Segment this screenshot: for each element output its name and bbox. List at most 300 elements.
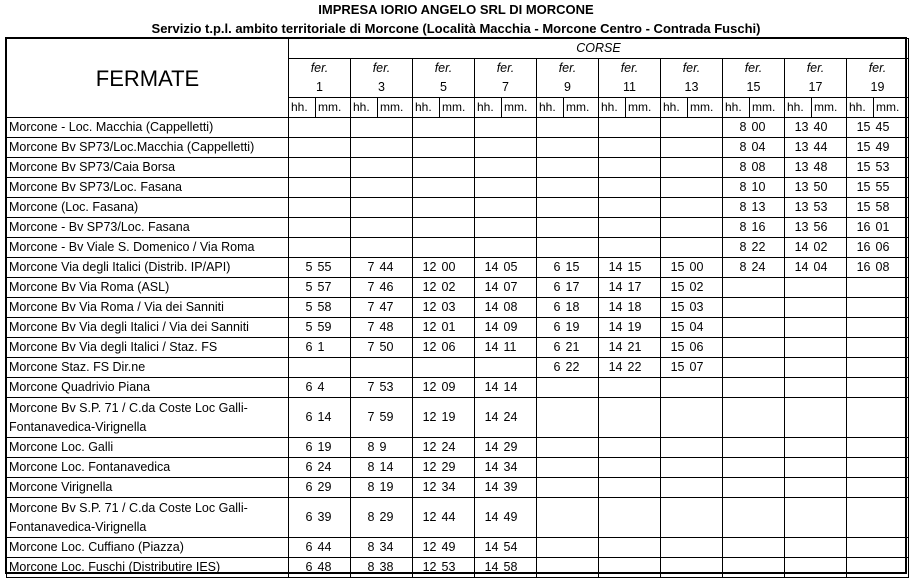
time-minute: 18 (564, 298, 599, 318)
time-hour: 8 (723, 198, 750, 218)
time-minute: 58 (874, 198, 909, 218)
time-minute: 50 (378, 338, 413, 358)
run-type-9: fer. (537, 59, 599, 79)
time-minute: 00 (750, 118, 785, 138)
time-hour-empty (599, 458, 626, 478)
time-minute-empty (750, 438, 785, 458)
time-minute-empty (378, 358, 413, 378)
mm-label: mm. (812, 98, 847, 118)
time-minute-empty (626, 378, 661, 398)
time-hour-empty (413, 138, 440, 158)
time-minute: 55 (874, 178, 909, 198)
table-row (7, 538, 909, 558)
time-hour: 14 (475, 258, 502, 278)
time-hour: 12 (413, 378, 440, 398)
time-hour: 7 (351, 398, 378, 438)
time-minute-empty (502, 198, 537, 218)
time-hour-empty (785, 358, 812, 378)
time-minute-empty (626, 478, 661, 498)
time-hour: 14 (599, 278, 626, 298)
time-minute: 02 (688, 278, 723, 298)
time-minute-empty (564, 138, 599, 158)
table-row (7, 338, 909, 358)
hh-label: hh. (661, 98, 688, 118)
time-minute-empty (502, 178, 537, 198)
time-minute-empty (812, 458, 847, 478)
run-number-3: 3 (351, 78, 413, 98)
time-minute-empty (874, 378, 909, 398)
time-minute: 01 (874, 218, 909, 238)
time-hour-empty (413, 358, 440, 378)
time-minute-empty (874, 278, 909, 298)
time-hour-empty (723, 478, 750, 498)
stop-name: Morcone Bv Via Roma / Via dei Sanniti (7, 298, 289, 318)
time-minute-empty (688, 498, 723, 538)
time-minute-empty (626, 218, 661, 238)
time-hour: 13 (785, 198, 812, 218)
stop-name: Morcone Bv S.P. 71 / C.da Coste Loc Galli-Fontanavedica-Virignella (7, 398, 289, 438)
time-hour: 12 (413, 278, 440, 298)
stop-name: Morcone (Loc. Fasana) (7, 198, 289, 218)
time-minute-empty (502, 218, 537, 238)
time-hour-empty (847, 498, 874, 538)
time-hour-empty (847, 338, 874, 358)
time-hour-empty (599, 138, 626, 158)
time-hour-empty (785, 438, 812, 458)
time-minute: 48 (812, 158, 847, 178)
time-minute-empty (874, 398, 909, 438)
table-row (7, 118, 909, 138)
time-hour-empty (599, 498, 626, 538)
time-hour-empty (351, 238, 378, 258)
time-minute: 50 (812, 178, 847, 198)
time-minute: 39 (316, 498, 351, 538)
time-hour: 7 (351, 298, 378, 318)
time-hour: 12 (413, 498, 440, 538)
time-minute-empty (440, 138, 475, 158)
time-hour-empty (785, 458, 812, 478)
time-minute-empty (812, 398, 847, 438)
time-minute: 56 (812, 218, 847, 238)
time-minute: 07 (502, 278, 537, 298)
time-minute: 46 (378, 278, 413, 298)
time-hour-empty (537, 558, 564, 578)
time-minute-empty (440, 358, 475, 378)
time-hour: 8 (723, 238, 750, 258)
time-minute-empty (502, 358, 537, 378)
stop-name: Morcone Virignella (7, 478, 289, 498)
corse-header: CORSE (289, 39, 909, 59)
time-minute: 14 (316, 398, 351, 438)
stop-name: Morcone - Bv SP73/Loc. Fasana (7, 218, 289, 238)
time-hour: 14 (475, 458, 502, 478)
time-hour: 6 (289, 338, 316, 358)
time-hour: 5 (289, 318, 316, 338)
time-minute-empty (316, 198, 351, 218)
time-hour-empty (475, 238, 502, 258)
time-hour: 16 (847, 238, 874, 258)
time-minute-empty (688, 158, 723, 178)
time-hour-empty (723, 498, 750, 538)
table-row (7, 498, 909, 538)
table-row (7, 438, 909, 458)
time-hour: 6 (537, 278, 564, 298)
time-minute: 29 (378, 498, 413, 538)
time-hour: 14 (475, 558, 502, 578)
time-minute-empty (564, 398, 599, 438)
time-minute-empty (874, 558, 909, 578)
time-minute: 58 (316, 298, 351, 318)
time-minute: 44 (316, 538, 351, 558)
time-minute-empty (874, 338, 909, 358)
time-minute-empty (750, 538, 785, 558)
stop-name: Morcone Bv SP73/Loc.Macchia (Cappelletti) (7, 138, 289, 158)
run-type-15: fer. (723, 59, 785, 79)
time-hour-empty (723, 318, 750, 338)
time-minute: 19 (316, 438, 351, 458)
time-minute-empty (316, 118, 351, 138)
time-hour: 6 (537, 318, 564, 338)
time-minute-empty (564, 238, 599, 258)
time-hour-empty (413, 218, 440, 238)
time-hour-empty (723, 538, 750, 558)
page-subtitle: Servizio t.p.l. ambito territoriale di Morcone (Località Macchia - Morcone Centro - Contrada Fuschi) (151, 21, 761, 36)
run-number-5: 5 (413, 78, 475, 98)
hh-label: hh. (847, 98, 874, 118)
time-minute: 24 (502, 398, 537, 438)
mm-label: mm. (316, 98, 351, 118)
time-hour-empty (537, 178, 564, 198)
time-hour-empty (475, 198, 502, 218)
time-hour: 14 (785, 238, 812, 258)
time-hour-empty (289, 138, 316, 158)
time-hour: 12 (413, 338, 440, 358)
mm-label: mm. (750, 98, 785, 118)
time-hour-empty (847, 278, 874, 298)
time-minute: 44 (812, 138, 847, 158)
time-hour: 13 (785, 218, 812, 238)
time-minute: 11 (502, 338, 537, 358)
time-hour: 14 (599, 258, 626, 278)
time-minute: 45 (874, 118, 909, 138)
table-row (7, 558, 909, 578)
time-hour: 15 (847, 198, 874, 218)
time-minute-empty (750, 558, 785, 578)
time-hour-empty (785, 398, 812, 438)
time-minute-empty (750, 378, 785, 398)
time-minute-empty (688, 198, 723, 218)
time-minute-empty (626, 538, 661, 558)
time-minute-empty (378, 138, 413, 158)
time-minute-empty (378, 118, 413, 138)
time-minute-empty (874, 538, 909, 558)
time-minute: 48 (378, 318, 413, 338)
time-minute-empty (750, 458, 785, 478)
time-hour: 7 (351, 258, 378, 278)
time-minute-empty (812, 358, 847, 378)
time-minute: 24 (750, 258, 785, 278)
stop-name: Morcone Loc. Fontanavedica (7, 458, 289, 478)
run-number-7: 7 (475, 78, 537, 98)
time-hour: 7 (351, 278, 378, 298)
run-number-17: 17 (785, 78, 847, 98)
time-minute-empty (502, 118, 537, 138)
time-hour: 8 (723, 138, 750, 158)
time-minute-empty (564, 178, 599, 198)
time-minute-empty (874, 478, 909, 498)
stop-name: Morcone Loc. Fuschi (Distributire IES) (7, 558, 289, 578)
time-minute: 34 (378, 538, 413, 558)
time-hour: 13 (785, 118, 812, 138)
time-minute: 59 (378, 398, 413, 438)
time-hour-empty (723, 378, 750, 398)
time-minute: 29 (440, 458, 475, 478)
time-hour-empty (847, 438, 874, 458)
time-hour-empty (847, 558, 874, 578)
run-number-19: 19 (847, 78, 909, 98)
time-minute-empty (626, 558, 661, 578)
time-minute: 04 (750, 138, 785, 158)
hh-label: hh. (475, 98, 502, 118)
time-hour: 15 (661, 298, 688, 318)
time-minute: 19 (440, 398, 475, 438)
time-hour-empty (537, 398, 564, 438)
time-hour-empty (475, 118, 502, 138)
time-minute: 40 (812, 118, 847, 138)
time-hour-empty (723, 278, 750, 298)
time-minute-empty (564, 118, 599, 138)
time-minute: 07 (688, 358, 723, 378)
table-row (7, 258, 909, 278)
time-hour-empty (537, 498, 564, 538)
time-minute: 14 (502, 378, 537, 398)
time-hour-empty (351, 118, 378, 138)
time-hour: 6 (289, 438, 316, 458)
time-hour-empty (537, 198, 564, 218)
time-minute-empty (750, 338, 785, 358)
time-hour-empty (475, 138, 502, 158)
time-hour: 6 (289, 378, 316, 398)
time-minute-empty (626, 118, 661, 138)
time-hour: 5 (289, 298, 316, 318)
time-minute-empty (688, 478, 723, 498)
time-minute: 19 (378, 478, 413, 498)
hh-label: hh. (785, 98, 812, 118)
time-hour: 14 (599, 358, 626, 378)
time-hour-empty (661, 118, 688, 138)
table-row (7, 318, 909, 338)
time-minute: 21 (626, 338, 661, 358)
time-hour: 8 (723, 118, 750, 138)
table-row (7, 198, 909, 218)
time-hour-empty (785, 318, 812, 338)
time-hour: 12 (413, 558, 440, 578)
time-minute-empty (812, 498, 847, 538)
time-hour: 6 (537, 298, 564, 318)
time-minute-empty (564, 438, 599, 458)
time-minute-empty (564, 458, 599, 478)
time-hour: 14 (475, 298, 502, 318)
time-minute: 08 (874, 258, 909, 278)
time-hour-empty (661, 538, 688, 558)
hh-label: hh. (289, 98, 316, 118)
time-hour: 6 (537, 338, 564, 358)
time-minute-empty (688, 218, 723, 238)
time-minute: 17 (564, 278, 599, 298)
time-minute: 09 (502, 318, 537, 338)
hh-label: hh. (413, 98, 440, 118)
time-hour: 6 (289, 478, 316, 498)
time-minute-empty (874, 498, 909, 538)
time-minute: 24 (316, 458, 351, 478)
time-hour: 12 (413, 478, 440, 498)
hh-label: hh. (351, 98, 378, 118)
time-hour-empty (661, 158, 688, 178)
time-hour: 12 (413, 318, 440, 338)
time-hour: 15 (847, 138, 874, 158)
time-hour-empty (537, 158, 564, 178)
time-minute: 15 (626, 258, 661, 278)
time-hour-empty (661, 438, 688, 458)
time-minute: 14 (378, 458, 413, 478)
time-hour-empty (537, 238, 564, 258)
time-hour-empty (475, 158, 502, 178)
time-hour-empty (723, 438, 750, 458)
time-minute-empty (688, 138, 723, 158)
time-minute-empty (564, 558, 599, 578)
table-row (7, 458, 909, 478)
time-minute-empty (378, 178, 413, 198)
table-row (7, 158, 909, 178)
time-hour-empty (351, 178, 378, 198)
time-minute: 49 (440, 538, 475, 558)
time-hour-empty (537, 538, 564, 558)
time-hour-empty (289, 118, 316, 138)
time-hour: 15 (847, 178, 874, 198)
table-row (7, 178, 909, 198)
time-hour: 8 (723, 158, 750, 178)
time-minute-empty (750, 498, 785, 538)
time-minute: 03 (440, 298, 475, 318)
time-minute-empty (688, 458, 723, 478)
run-type-11: fer. (599, 59, 661, 79)
stop-name: Morcone Loc. Galli (7, 438, 289, 458)
time-minute: 38 (378, 558, 413, 578)
time-hour-empty (723, 298, 750, 318)
time-hour-empty (537, 378, 564, 398)
hh-label: hh. (537, 98, 564, 118)
time-hour-empty (413, 158, 440, 178)
time-hour-empty (289, 178, 316, 198)
mm-label: mm. (378, 98, 413, 118)
time-minute-empty (750, 278, 785, 298)
time-hour-empty (537, 478, 564, 498)
time-hour-empty (723, 458, 750, 478)
time-minute: 47 (378, 298, 413, 318)
time-minute-empty (874, 438, 909, 458)
time-minute: 54 (502, 538, 537, 558)
time-hour-empty (537, 438, 564, 458)
stop-name: Morcone Bv Via Roma (ASL) (7, 278, 289, 298)
stop-name: Morcone Via degli Italici (Distrib. IP/API) (7, 258, 289, 278)
time-hour: 8 (723, 218, 750, 238)
time-hour: 14 (475, 478, 502, 498)
time-hour-empty (723, 398, 750, 438)
time-hour-empty (475, 218, 502, 238)
time-minute-empty (378, 218, 413, 238)
time-minute: 55 (316, 258, 351, 278)
time-hour-empty (289, 198, 316, 218)
time-hour: 14 (475, 438, 502, 458)
time-hour-empty (289, 158, 316, 178)
time-hour-empty (785, 478, 812, 498)
time-minute-empty (812, 378, 847, 398)
stop-name: Morcone Loc. Cuffiano (Piazza) (7, 538, 289, 558)
time-minute-empty (874, 358, 909, 378)
time-hour-empty (475, 178, 502, 198)
time-minute-empty (502, 238, 537, 258)
time-minute: 06 (874, 238, 909, 258)
time-hour-empty (599, 218, 626, 238)
table-row (7, 298, 909, 318)
time-hour: 16 (847, 218, 874, 238)
time-hour: 14 (475, 538, 502, 558)
time-minute: 22 (626, 358, 661, 378)
time-hour-empty (599, 398, 626, 438)
run-number-1: 1 (289, 78, 351, 98)
time-minute: 44 (378, 258, 413, 278)
time-minute: 53 (812, 198, 847, 218)
time-hour: 13 (785, 178, 812, 198)
time-minute-empty (688, 178, 723, 198)
time-minute-empty (378, 158, 413, 178)
time-hour-empty (661, 498, 688, 538)
time-minute-empty (316, 358, 351, 378)
time-hour: 6 (289, 398, 316, 438)
time-minute-empty (688, 438, 723, 458)
run-number-15: 15 (723, 78, 785, 98)
time-minute-empty (316, 138, 351, 158)
time-hour-empty (537, 218, 564, 238)
time-hour-empty (413, 198, 440, 218)
time-hour-empty (661, 238, 688, 258)
timetable (6, 38, 909, 578)
time-minute-empty (626, 198, 661, 218)
time-hour-empty (661, 478, 688, 498)
time-hour-empty (785, 278, 812, 298)
time-hour: 6 (289, 538, 316, 558)
time-minute-empty (750, 398, 785, 438)
time-minute: 21 (564, 338, 599, 358)
table-row (7, 358, 909, 378)
time-hour-empty (785, 338, 812, 358)
time-hour: 14 (475, 378, 502, 398)
time-minute-empty (812, 538, 847, 558)
time-minute-empty (564, 538, 599, 558)
time-hour: 14 (599, 318, 626, 338)
time-hour-empty (537, 458, 564, 478)
time-minute-empty (688, 398, 723, 438)
time-minute: 10 (750, 178, 785, 198)
time-minute: 58 (502, 558, 537, 578)
time-minute-empty (316, 178, 351, 198)
time-minute: 16 (750, 218, 785, 238)
time-hour: 14 (599, 298, 626, 318)
mm-label: mm. (688, 98, 723, 118)
time-hour-empty (847, 298, 874, 318)
stop-name: Morcone Bv SP73/Caia Borsa (7, 158, 289, 178)
time-hour: 14 (599, 338, 626, 358)
